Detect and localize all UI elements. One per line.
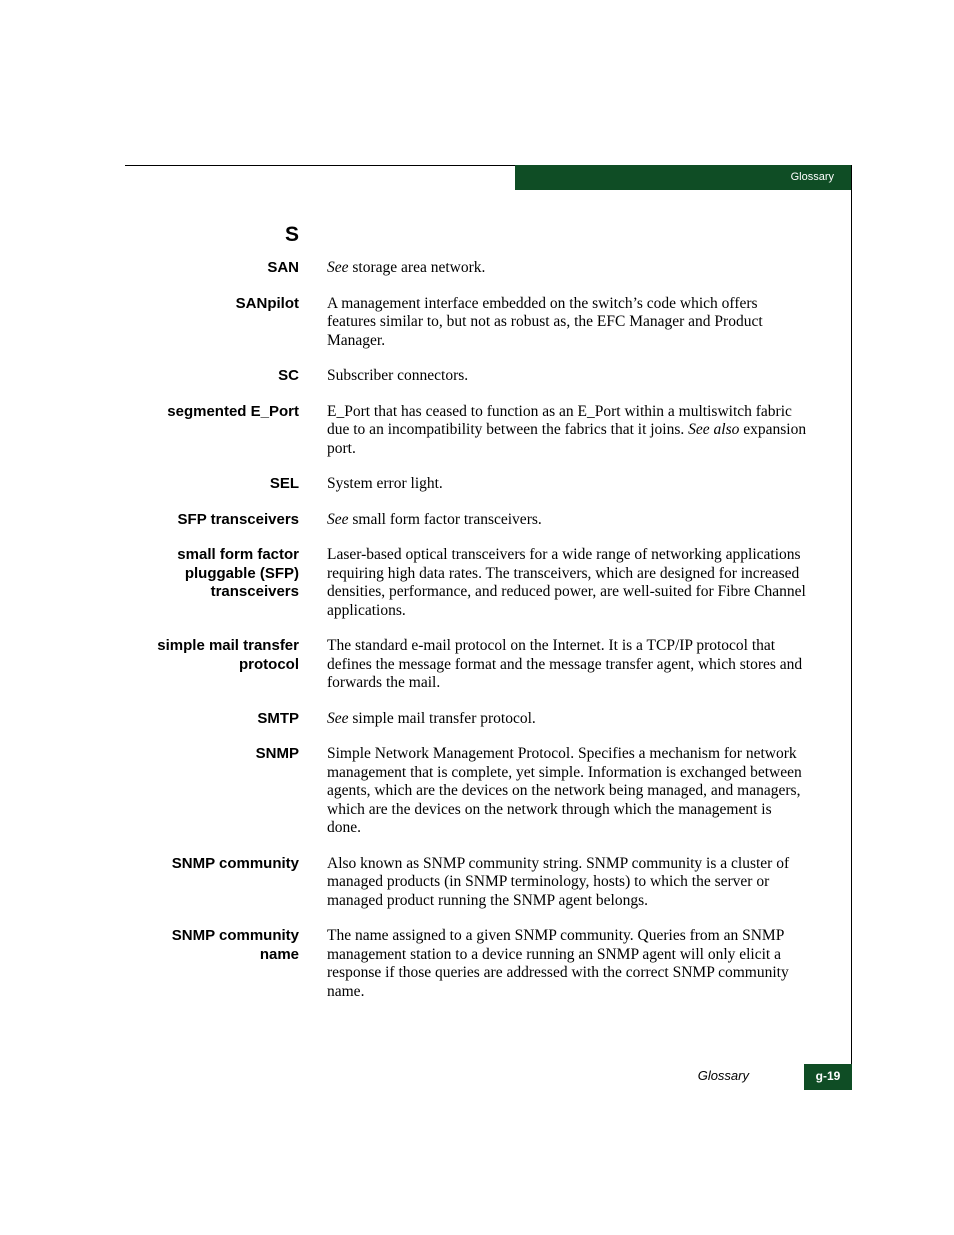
glossary-entry: [0, 546, 954, 620]
footer-section-label: Glossary: [697, 1068, 749, 1083]
glossary-definition: E_Port that has ceased to function as an E_Port within a multiswitch fabric due to an incompatibility between the fabrics that it joins. See also expansion port.: [327, 402, 807, 457]
see-also-reference: See also: [688, 421, 740, 438]
glossary-entry: [0, 855, 954, 911]
glossary-definition: Also known as SNMP community string. SNMP community is a cluster of managed products (in SNMP terminology, hosts) to which the server or managed product running the SNMP agent belongs.: [327, 854, 790, 909]
header-rule: [125, 165, 515, 166]
see-reference: See: [327, 259, 349, 276]
glossary-term: small form factor pluggable (SFP) transceivers: [177, 546, 299, 600]
glossary-definition: The standard e-mail protocol on the Internet. It is a TCP/IP protocol that defines the message format and the message transfer agent, which stores and forwards the mail.: [327, 637, 803, 691]
glossary-entry: [0, 295, 954, 351]
glossary-term: SANpilot: [235, 294, 299, 312]
glossary-term: SNMP community: [171, 854, 299, 872]
glossary-entries: [0, 259, 954, 1018]
glossary-term: SEL: [269, 475, 299, 492]
glossary-term: segmented E_Port: [167, 402, 299, 420]
glossary-definition: Subscriber connectors.: [327, 367, 469, 384]
glossary-term: SNMP community name: [171, 927, 299, 963]
glossary-term: SAN: [267, 259, 299, 276]
glossary-entry: [0, 710, 954, 729]
glossary-entry: [0, 745, 954, 838]
glossary-term: SC: [278, 367, 299, 384]
header-section-label: Glossary: [790, 171, 834, 183]
glossary-definition: A management interface embedded on the switch’s code which offers features similar to, but not as robust as, the EFC Manager and Product Manager.: [327, 294, 763, 349]
see-reference: See: [327, 510, 349, 528]
section-letter: S: [284, 223, 299, 246]
glossary-term: simple mail transfer protocol: [157, 637, 299, 673]
glossary-definition: Laser-based optical transceivers for a wide range of networking applications requiring high data rates. The transceivers, which are designed for increased densities, performance, and reduced power, are well-suited for Fibre Channel applications.: [327, 546, 806, 619]
glossary-entry: [0, 927, 954, 1001]
glossary-entry: [0, 475, 954, 494]
glossary-entry: [0, 403, 954, 459]
glossary-entry: [0, 511, 954, 530]
page-number: g-19: [804, 1064, 852, 1090]
glossary-entry: [0, 367, 954, 386]
glossary-entry: [0, 637, 954, 693]
glossary-entry: [0, 259, 954, 278]
glossary-definition: System error light.: [327, 475, 443, 492]
glossary-definition: Simple Network Management Protocol. Specifies a mechanism for network management that is complete, yet simple. Information is exchanged between agents, which are the devices on the network being managed, and managers, which are the devices on the network through which the management is done.: [327, 745, 802, 836]
see-reference: See: [327, 709, 349, 727]
glossary-term: SMTP: [257, 709, 299, 727]
glossary-definition: The name assigned to a given SNMP community. Queries from an SNMP management station to a device running an SNMP agent will only elicit a response if those queries are addressed with the correct SNMP community name.: [327, 927, 789, 1000]
glossary-definition: See small form factor transceivers.: [327, 510, 542, 528]
glossary-definition: See storage area network.: [327, 259, 486, 276]
glossary-definition: See simple mail transfer protocol.: [327, 709, 536, 727]
glossary-term: SFP transceivers: [177, 510, 299, 528]
header-section-tab: [515, 165, 851, 190]
glossary-term: SNMP: [255, 745, 299, 762]
